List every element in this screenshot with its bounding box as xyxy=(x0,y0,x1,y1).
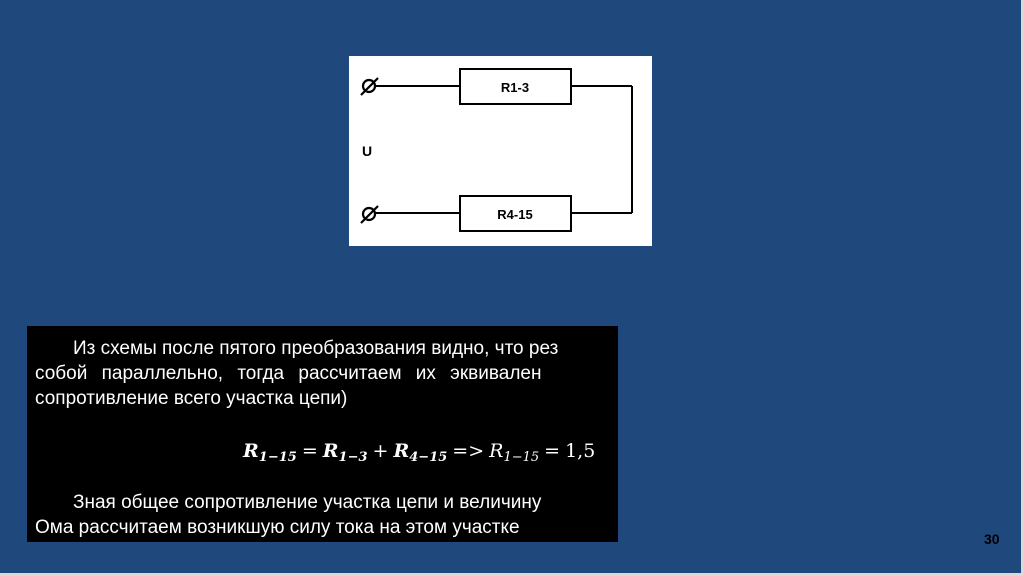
formula-result-symbol: R xyxy=(489,440,504,462)
formula-result-sub: 1−15 xyxy=(503,450,540,465)
page-number: 30 xyxy=(984,531,1000,547)
formula-term2-sub: 4−15 xyxy=(409,450,448,465)
formula-lhs-symbol: R xyxy=(243,440,259,462)
formula-lhs xyxy=(243,440,297,465)
formula-term1-sub: 1−3 xyxy=(338,450,368,465)
paragraph1-line1: Из схемы после пятого преобразования видно, что рез xyxy=(73,338,559,359)
circuit-diagram xyxy=(349,56,652,246)
voltage-label: U xyxy=(361,143,373,159)
paragraph-ohm xyxy=(35,490,618,540)
paragraph-parallel xyxy=(35,336,618,411)
formula-implies: => xyxy=(452,440,485,462)
explanation-text-box xyxy=(27,326,618,542)
paragraph2-line1: Зная общее сопротивление участка цепи и величину xyxy=(73,492,542,513)
formula-plus: + xyxy=(372,440,389,462)
formula-equals: = xyxy=(301,440,318,462)
formula-term1-symbol: R xyxy=(322,440,339,462)
paragraph2-line2: Ома рассчитаем возникшую силу тока на этом участке xyxy=(35,517,520,538)
formula-result-lhs xyxy=(489,440,540,465)
formula-equals-2: = xyxy=(544,440,561,462)
resistor-r4-15-label: R4-15 xyxy=(497,207,533,222)
paragraph1-line2: собой параллельно, тогда рассчитаем их эквивален xyxy=(35,363,542,384)
formula-term2-symbol: R xyxy=(393,440,410,462)
formula-term2 xyxy=(393,440,448,465)
formula-lhs-sub: 1−15 xyxy=(258,450,297,465)
circuit-svg xyxy=(349,56,652,246)
formula-term1 xyxy=(322,440,368,465)
paragraph1-line3: сопротивление всего участка цепи) xyxy=(35,388,348,409)
resistor-r1-3-label: R1-3 xyxy=(500,80,530,95)
formula-result-value: 1,5 xyxy=(565,440,596,462)
resistance-formula xyxy=(243,439,595,470)
